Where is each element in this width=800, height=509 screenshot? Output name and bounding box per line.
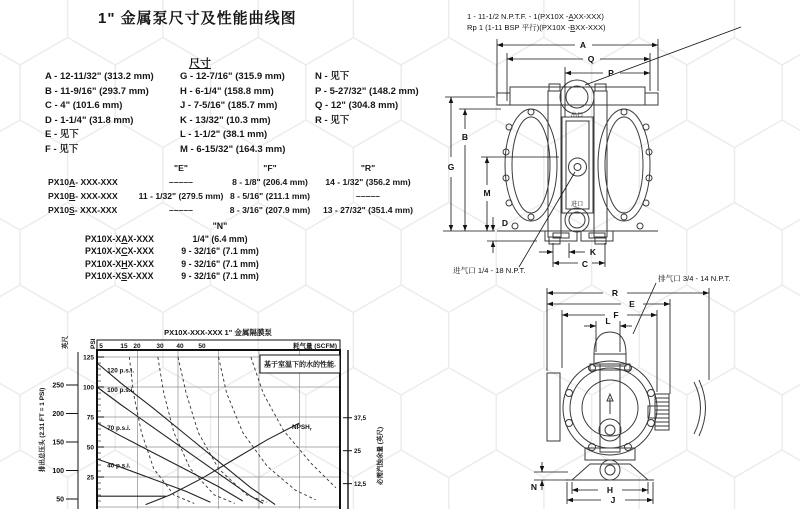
svg-text:15: 15	[120, 343, 128, 350]
dim-entry: R - 见下	[315, 114, 350, 126]
dim-entry: Q - 12" (304.8 mm)	[315, 100, 399, 111]
dim-label-e: E	[629, 299, 635, 309]
chart-note: 基于室温下的水的性能.	[264, 361, 336, 369]
dim-label-k: K	[589, 247, 597, 257]
n-value: 9 - 32/16" (7.1 mm)	[181, 258, 259, 269]
efr-e-value: 11 - 1/32" (279.5 mm)	[138, 191, 224, 201]
dim-entry: H - 6-1/4" (158.8 mm)	[180, 85, 274, 97]
dim-entry: M - 6-15/32" (164.3 mm)	[180, 143, 286, 155]
dimension-list-col3	[315, 70, 419, 128]
svg-text:75: 75	[86, 414, 94, 422]
outlet-port-label: 出口	[570, 112, 584, 119]
svg-text:37,5: 37,5	[354, 414, 367, 422]
pump-side-view-drawing	[490, 268, 800, 509]
svg-text:5: 5	[99, 343, 103, 350]
dimension-list-col1	[45, 70, 154, 157]
svg-text:40: 40	[176, 343, 184, 350]
pump-front-body	[497, 80, 658, 244]
svg-text:120 p.s.i.: 120 p.s.i.	[107, 367, 135, 375]
efr-header-f: "F"	[263, 163, 277, 173]
port-spec-note-line2: Rp 1 (1-11 BSP 平行)(PX10X -BXX-XXX)	[467, 23, 606, 32]
page-title: 1" 金属泵尺寸及性能曲线图	[98, 10, 297, 27]
chart-title: PX10X-XXX-XXX 1" 金属隔膜泵	[164, 328, 272, 337]
npsh-axis-label: 必需汽蚀余量 (英尺)	[377, 426, 384, 485]
n-model: PX10X-XCX-XXX	[85, 246, 154, 257]
svg-text:50: 50	[56, 496, 64, 504]
dim-label-h: H	[606, 485, 614, 495]
dim-entry: N - 见下	[315, 71, 350, 82]
dim-label-d: D	[501, 218, 509, 228]
dim-label-c: C	[581, 259, 589, 269]
dim-label-q: Q	[587, 54, 595, 64]
efr-variant-table	[48, 161, 420, 217]
psi-unit-label: PSI	[90, 338, 97, 349]
svg-text:250: 250	[52, 382, 64, 390]
efr-e-value: –––––	[169, 205, 193, 215]
n-model: PX10X-XSX-XXX	[85, 271, 154, 282]
npsh-curve-label: $NPSH_r$	[292, 424, 312, 433]
svg-text:50: 50	[86, 444, 94, 452]
n-value: 9 - 32/16" (7.1 mm)	[181, 246, 259, 257]
dim-entry: B - 11-9/16" (293.7 mm)	[45, 85, 149, 97]
dim-label-j: J	[610, 495, 616, 505]
feet-unit-label: 英尺	[62, 336, 69, 349]
pump-front-view-drawing	[435, 5, 800, 290]
dimension-list-col2	[180, 70, 285, 157]
efr-r-value: –––––	[356, 191, 380, 201]
dim-entry: G - 12-7/16" (315.9 mm)	[180, 71, 285, 82]
dim-entry: F - 见下	[45, 143, 79, 155]
dim-label-r: R	[611, 288, 619, 298]
svg-text:25: 25	[354, 447, 361, 455]
svg-text:70 p.s.i.: 70 p.s.i.	[107, 425, 131, 433]
svg-text:125: 125	[83, 354, 94, 362]
efr-header-e: "E"	[174, 163, 188, 173]
air-inlet-label: 进气口 1/4 - 18 N.P.T.	[453, 266, 526, 275]
efr-header-r: "R"	[360, 163, 376, 173]
n-model: PX10X-XAX-XXX	[85, 233, 154, 244]
efr-model: PX10A- XXX-XXX	[48, 177, 118, 187]
dim-entry: C - 4" (101.6 mm)	[45, 100, 123, 111]
svg-text:100: 100	[52, 468, 64, 475]
dim-label-p: P	[608, 68, 614, 78]
dim-entry: A - 12-11/32" (313.2 mm)	[45, 71, 154, 82]
svg-text:150: 150	[52, 439, 64, 447]
n-value: 1/4" (6.4 mm)	[192, 233, 248, 244]
efr-model: PX10B- XXX-XXX	[48, 191, 118, 201]
n-table-header: "N"	[212, 221, 228, 231]
dim-label-f: F	[613, 310, 619, 320]
svg-text:100 p.s.i.: 100 p.s.i.	[107, 386, 135, 394]
dim-entry: J - 7-5/16" (185.7 mm)	[180, 100, 278, 111]
efr-model: PX10S- XXX-XXX	[48, 205, 118, 215]
svg-text:25: 25	[86, 474, 94, 482]
n-value: 9 - 32/16" (7.1 mm)	[181, 271, 259, 282]
left-axis-title: 排出总压头 (2.31 FT = 1 PSI)	[39, 387, 46, 472]
svg-text:30: 30	[156, 343, 164, 350]
dim-label-b: B	[461, 132, 469, 142]
dim-entry: P - 5-27/32" (148.2 mm)	[315, 85, 419, 97]
svg-text:100: 100	[83, 384, 94, 392]
svg-text:200: 200	[52, 411, 64, 418]
n-model: PX10X-XHX-XXX	[85, 258, 154, 269]
pump-side-body	[547, 332, 706, 480]
svg-text:12,5: 12,5	[354, 480, 367, 488]
dim-entry: L - 1-1/2" (38.1 mm)	[180, 129, 268, 140]
performance-chart	[30, 322, 400, 509]
dim-entry: K - 13/32" (10.3 mm)	[180, 114, 271, 126]
dim-entry: E - 见下	[45, 129, 79, 140]
efr-r-value: 13 - 27/32" (351.4 mm)	[322, 205, 414, 215]
svg-text:40 p.s.i.: 40 p.s.i.	[107, 462, 131, 470]
svg-text:50: 50	[198, 343, 206, 350]
exhaust-port-label: 排气口 3/4 - 14 N.P.T.	[658, 274, 731, 283]
dim-label-l: L	[605, 316, 611, 326]
dim-label-g: G	[447, 162, 455, 172]
efr-e-value: –––––	[169, 177, 193, 187]
dim-entry: D - 1-1/4" (31.8 mm)	[45, 114, 134, 126]
inlet-port-label: 进口	[570, 201, 584, 208]
dim-label-n: N	[530, 482, 538, 492]
efr-f-value: 8 - 1/8" (206.4 mm)	[232, 177, 308, 187]
port-spec-note-line1: 1 - 11-1/2 N.P.T.F. - 1(PX10X -AXX-XXX)	[467, 12, 604, 21]
dim-label-a: A	[579, 40, 587, 50]
n-variant-table	[85, 220, 267, 283]
efr-r-value: 14 - 1/32" (356.2 mm)	[325, 177, 411, 187]
dim-label-m: M	[483, 188, 491, 198]
dimensions-heading: 尺寸	[189, 58, 211, 70]
top-axis-label: 耗气量 (SCFM)	[292, 343, 337, 350]
efr-f-value: 8 - 5/16" (211.1 mm)	[229, 191, 311, 201]
svg-text:20: 20	[133, 343, 141, 350]
efr-f-value: 8 - 3/16" (207.9 mm)	[229, 205, 311, 215]
